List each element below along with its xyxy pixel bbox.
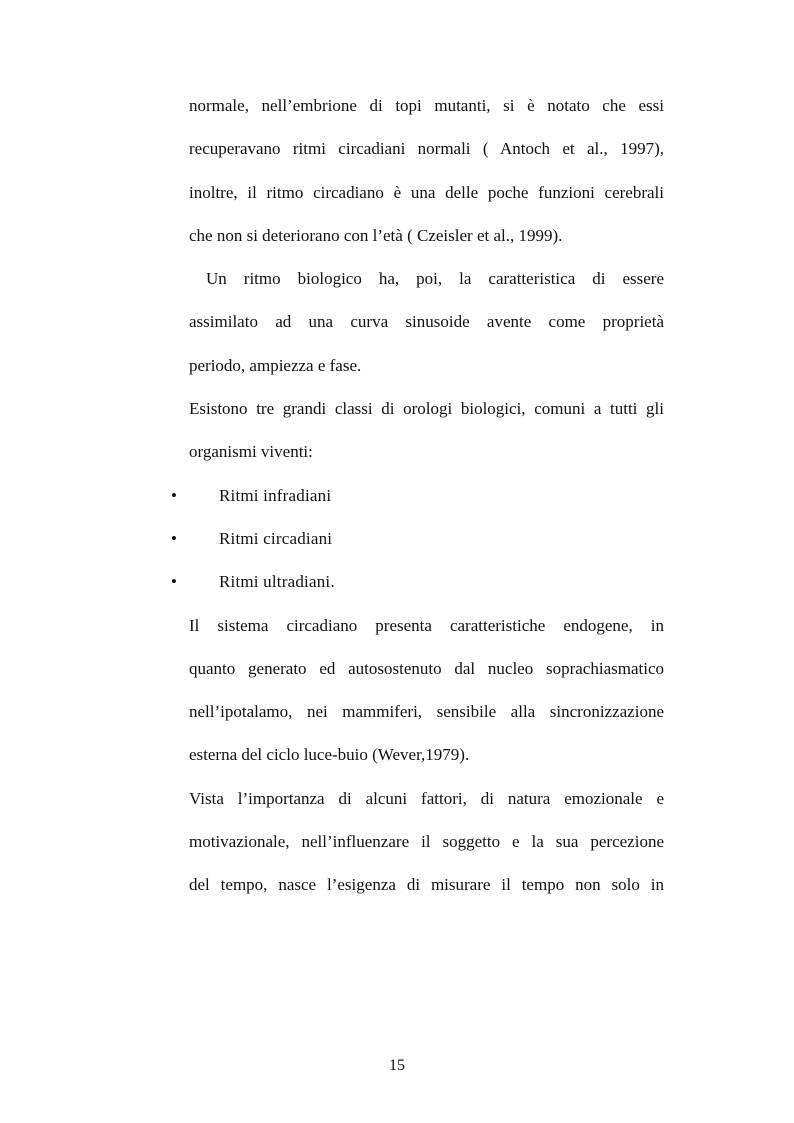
paragraph-3-line-1: Esistono tre grandi classi di orologi biologici, comuni a tutti gli xyxy=(189,399,664,419)
paragraph-3-line-2: organismi viventi: xyxy=(189,442,313,462)
paragraph-4-line-3: nell’ipotalamo, nei mammiferi, sensibile alla sincronizzazione xyxy=(189,702,664,722)
list-item-label: Ritmi ultradiani. xyxy=(219,572,335,592)
paragraph-1-line-4: che non si deteriorano con l’età ( Czeisler et al., 1999). xyxy=(189,225,563,245)
list-item-label: Ritmi infradiani xyxy=(219,485,332,505)
paragraph-5-line-2: motivazionale, nell’influenzare il soggetto e la sua percezione xyxy=(189,832,664,852)
bullet-icon: • xyxy=(171,572,177,592)
paragraph-1-line-1: normale, nell’embrione di topi mutanti, si è notato che essi xyxy=(189,96,664,115)
list-item-label: Ritmi circadiani xyxy=(219,529,333,548)
bullet-icon: • xyxy=(171,529,177,548)
page-number: 15 xyxy=(389,1057,405,1074)
paragraph-4-line-1: Il sistema circadiano presenta caratteristiche endogene, in xyxy=(189,615,664,635)
paragraph-2-line-2: assimilato ad una curva sinusoide avente come proprietà xyxy=(189,312,664,332)
paragraph-2-line-3: periodo, ampiezza e fase. xyxy=(189,355,362,375)
paragraph-4-line-4: esterna del ciclo luce-buio (Wever,1979). xyxy=(189,745,470,765)
paragraph-4-line-2: quanto generato ed autosostenuto dal nucleo soprachiasmatico xyxy=(189,658,664,678)
paragraph-1-line-3: inoltre, il ritmo circadiano è una delle poche funzioni cerebrali xyxy=(189,182,664,202)
paragraph-5-line-3: del tempo, nasce l’esigenza di misurare il tempo non solo in xyxy=(189,875,664,895)
paragraph-1-line-2: recuperavano ritmi circadiani normali ( Antoch et al., 1997), xyxy=(189,139,664,159)
paragraph-5-line-1: Vista l’importanza di alcuni fattori, di natura emozionale e xyxy=(189,788,664,808)
paragraph-2-line-1: Un ritmo biologico ha, poi, la caratteristica di essere xyxy=(189,269,664,289)
bullet-icon: • xyxy=(171,485,177,505)
